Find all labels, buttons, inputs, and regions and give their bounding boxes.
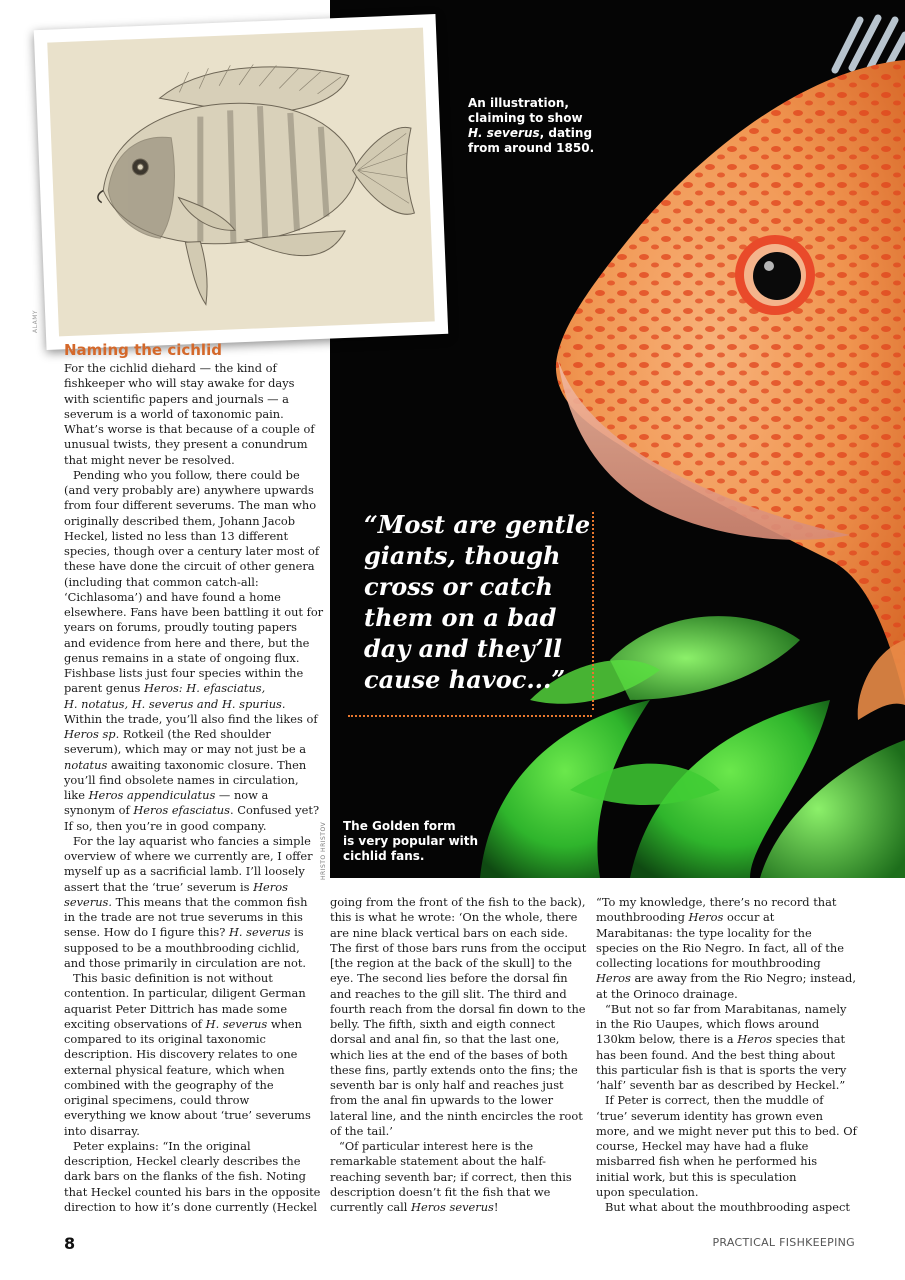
photo-caption-line: cichlid fans. [343,849,425,863]
article-line: upon speculation. [596,1184,699,1199]
article-line: from the anal fin upwards to the lower [330,1093,554,1108]
article-line: The first of those bars runs from the occiput [330,940,587,955]
severus-sketch-illustration [47,28,434,337]
article-line: are nine black vertical bars on each side. [330,925,568,940]
article-line: species, though over a century later most of [64,544,320,558]
article-line: severus. This means that the common fish [64,894,308,909]
article-line: and evidence from here and there, but the [64,635,310,650]
article-line: of the tail.’ [330,1123,393,1138]
article-line: initial work, but this is speculation [596,1169,797,1184]
article-line: you’ll find obsolete names in circulation, [64,772,299,787]
article-line: with scientific papers and journals — a [64,391,289,406]
article-line: [the region at the back of the skull] to the [330,956,573,970]
article-line: For the lay aquarist who fancies a simple [73,833,311,848]
article-line: this particular fish is that is sports the very [596,1062,847,1077]
sketch-print [34,14,449,350]
article-line: going from the front of the fish to the back), [330,895,586,909]
article-line: belly. The fifth, sixth and eigth connect [330,1017,556,1031]
article-line: these fins, partly extends onto the fins; the [330,1062,578,1077]
article-line: that might never be resolved. [64,452,235,467]
article-line: “Of particular interest here is the [339,1139,534,1153]
article-line: lateral line, and the ninth encircles the root [330,1108,583,1123]
print-caption-line: from around 1850. [468,141,595,155]
article-line: at the Orinoco drainage. [596,986,738,1001]
article-line: collecting locations for mouthbrooding [596,956,821,970]
article-line: “To my knowledge, there’s no record that [596,895,837,909]
print-caption-line: An illustration, [468,96,569,110]
article-line: parent genus Heros: H. efasciatus, [64,681,266,696]
article-line: description, Heckel clearly describes the [64,1154,301,1168]
pull-quote-line: day and they’ll [364,634,562,663]
article-line: dorsal and anal fin, so that the last one, [330,1032,560,1047]
article-line: severum is a world of taxonomic pain. [64,406,284,421]
article-line: and reaches to the gill slit. The third and [330,986,567,1001]
article-line: originally described them, Johann Jacob [64,513,296,528]
page-number: 8 [64,1234,76,1253]
article-line: dark bars on the flanks of the fish. Noting [64,1169,306,1184]
article-line: contention. In particular, diligent German [64,986,306,1001]
article-line: misbarred fish when he performed his [596,1154,818,1169]
photo-caption-line: is very popular with [343,834,479,848]
article-line: that Heckel counted his bars in the opposite [64,1184,321,1199]
section-heading: Naming the cichlid [64,341,222,359]
article-line: course, Heckel may have had a fluke [596,1139,809,1153]
article-line: elsewhere. Fans have been battling it out for [64,605,324,619]
article-line: For the cichlid diehard — the kind of [64,361,277,375]
article-line: aquarist Peter Dittrich has made some [64,1001,288,1016]
article-line: into disarray. [64,1123,140,1138]
article-line: severum), which may or may not just be a [64,742,307,757]
article-line: Pending who you follow, there could be [73,467,300,482]
article-line: Heros are away from the Rio Negro; instead, [596,971,856,986]
article-line: (and very probably are) anywhere upwards [64,483,314,497]
article-line: ‘half’ seventh bar as described by Heckel.” [596,1078,846,1092]
pull-quote-line: cause havoc...” [364,665,566,694]
print-caption [468,96,594,156]
article-line: assert that the ‘true’ severum is Heros [64,879,288,894]
article-line: overview of where we currently are, I offer [64,849,313,863]
article-line: remarkable statement about the half- [330,1154,546,1169]
article-line: external physical feature, which when [64,1062,285,1077]
photo-caption [343,819,478,864]
magazine-name: PRACTICAL FISHKEEPING [712,1236,855,1249]
article-line: supposed to be a mouthbrooding cichlid, [64,940,300,955]
article-line: Heckel, listed no less than 13 different [64,528,289,543]
article-line: This basic definition is not without [73,971,273,985]
photo-caption-line: The Golden form [343,819,456,833]
photo-credit: HRISTO HRISTOV [320,821,327,880]
pull-quote-line: cross or catch [364,572,553,601]
article-line: What’s worse is that because of a couple of [64,422,315,436]
article-line: currently call Heros severus! [330,1200,499,1214]
article-line: fishkeeper who will stay awake for days [64,376,295,391]
article-line: years on forums, proudly touting papers [64,620,298,635]
article-line: myself up as a sacrificial lamb. I’ll loosely [64,864,305,879]
article-line: Within the trade, you’ll also find the likes of [64,711,318,726]
print-caption-line: H. severus, dating [468,126,593,140]
article-line: 130km below, there is a Heros species that [596,1032,846,1047]
article-line: compared to its original taxonomic [64,1032,266,1046]
article-line: in the Rio Uaupes, which flows around [596,1017,820,1031]
article-line: If so, then you’re in good company. [64,818,267,833]
article-line: more, and we might never put this to bed. Of [596,1123,857,1138]
article-line: “But not so far from Marabitanas, namely [605,1001,847,1016]
article-line: description. His discovery relates to one [64,1047,298,1062]
article-line: But what about the mouthbrooding aspect [605,1200,850,1214]
article-line: seventh bar is only half and reaches just [330,1078,564,1092]
article-line: eye. The second lies before the dorsal fin [330,971,568,986]
article-column-3 [596,895,858,1215]
article-line: Fishbase lists just four species within the [64,666,304,680]
pull-quote-rule-vertical [592,512,594,710]
article-line: from four different severums. The man who [64,498,317,513]
article-line: reaching seventh bar; if correct, then this [330,1169,572,1184]
article-line: Marabitanas: the type locality for the [596,925,812,940]
pull-quote-line: “Most are gentle [364,510,591,539]
article-line: like Heros appendiculatus — now a [64,788,269,802]
print-credit: ALAMY [32,309,39,333]
sketch-paper [47,28,434,337]
article-line: H. notatus, H. severus and H. spurius. [64,696,286,711]
article-line: combined with the geography of the [64,1077,274,1092]
article-column-2 [330,895,587,1215]
pull-quote-line: them on a bad [364,603,557,632]
article-line: species on the Rio Negro. In fact, all of the [596,940,844,955]
article-line: has been found. And the best thing about [596,1047,836,1062]
article-line: direction to how it’s done currently (Heckel [64,1199,318,1214]
article-line: mouthbrooding Heros occur at [596,910,775,925]
article-line: genus remains in a state of ongoing flux. [64,650,300,665]
article-line: sense. How do I figure this? H. severus is [64,925,304,940]
article-line: exciting observations of H. severus when [64,1016,303,1031]
pull-quote-rule-horizontal [348,715,592,717]
article-line: original specimens, could throw [64,1093,250,1107]
article-line: (including that common catch-all: [64,574,259,589]
article-line: unusual twists, they present a conundrum [64,437,308,452]
pull-quote [364,509,596,695]
article-line: ‘Cichlasoma’) and have found a home [64,589,281,604]
article-line: description doesn’t fit the fish that we [330,1184,551,1199]
article-line: If Peter is correct, then the muddle of [605,1093,824,1108]
article-line: Peter explains: “In the original [73,1138,251,1153]
article-line: these have done the circuit of other genera [64,559,315,574]
article-line: Heros sp. Rotkeil (the Red shoulder [64,727,271,741]
print-caption-line: claiming to show [468,111,583,125]
article-line: and those primarily in circulation are not. [64,955,307,970]
article-line: synonym of Heros efasciatus. Confused yet? [64,803,320,818]
article-line: fourth reach from the dorsal fin down to the [330,1001,586,1016]
article-line: which lies at the end of the bases of both [330,1047,568,1062]
article-line: everything we know about ‘true’ severums [64,1108,311,1123]
article-line: ‘true’ severum identity has grown even [596,1108,823,1123]
article-line: this is what he wrote: ‘On the whole, there [330,910,578,925]
article-line: notatus awaiting taxonomic closure. Then [64,757,307,772]
article-line: in the trade are not true severums in this [64,910,303,924]
pull-quote-line: giants, though [364,541,561,570]
